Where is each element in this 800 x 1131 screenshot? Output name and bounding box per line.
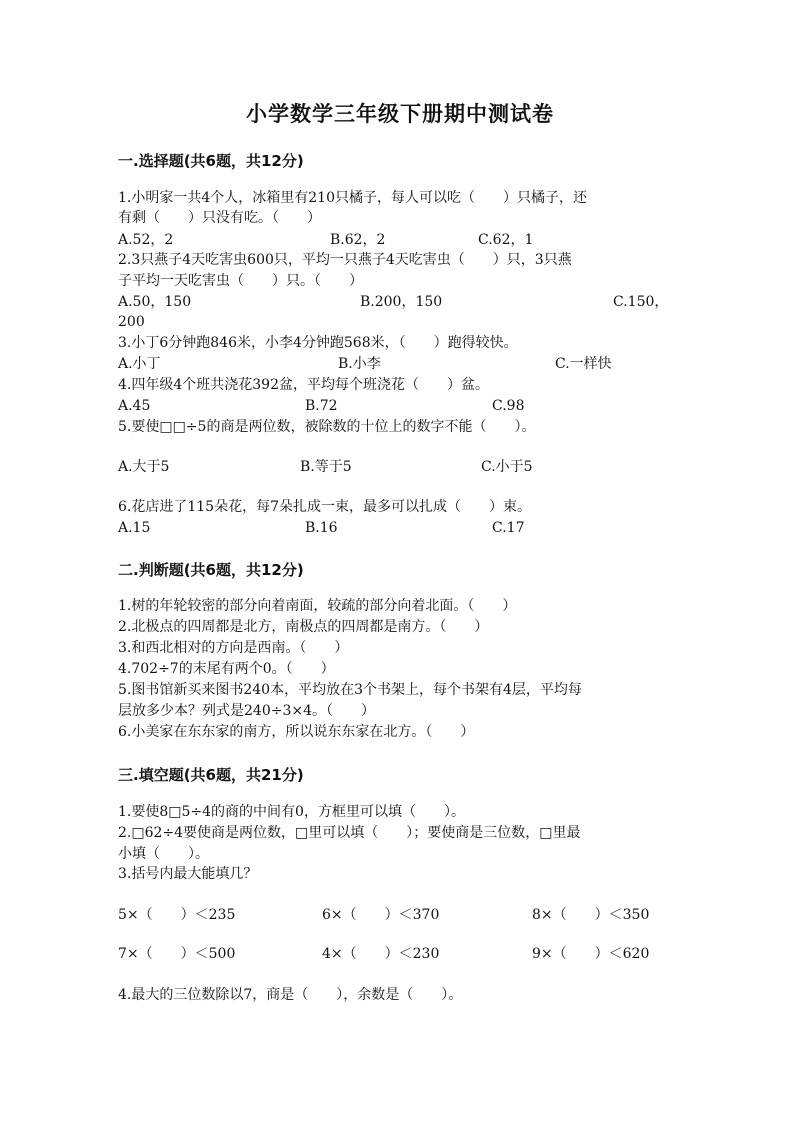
inequality-item: 7×（ ）＜500	[118, 946, 236, 962]
option-b: B.200，150	[360, 294, 443, 310]
inequality-item: 4×（ ）＜230	[322, 946, 440, 962]
question-text: 6.花店进了115朵花，每7朵扎成一束，最多可以扎成（ ）束。	[118, 499, 531, 515]
question-text: 6.小美家在东东家的南方，所以说东东家在北方。（ ）	[118, 724, 475, 740]
option-b: B.16	[305, 520, 338, 536]
question-text: 2.3只燕子4天吃害虫600只，平均一只燕子4天吃害虫（ ）只，3只燕	[118, 252, 572, 268]
question-text: 4.最大的三位数除以7，商是（ ），余数是（ ）。	[118, 987, 463, 1003]
question-text: 5.要使□□÷5的商是两位数，被除数的十位上的数字不能（ ）。	[118, 419, 536, 435]
option-c: C.62，1	[478, 232, 534, 248]
section-heading-fill: 三.填空题(共6题，共21分)	[118, 766, 304, 784]
question-text: 4.四年级4个班共浇花392盆，平均每个班浇花（ ）盆。	[118, 377, 489, 393]
option-b: B.等于5	[300, 459, 352, 475]
option-a: A.大于5	[118, 459, 170, 475]
option-b: B.72	[305, 398, 338, 414]
question-text: 层放多少本？列式是240÷3×4。（ ）	[118, 703, 375, 719]
page-title: 小学数学三年级下册期中测试卷	[246, 102, 554, 126]
section-heading-judgment: 二.判断题(共6题，共12分)	[118, 561, 304, 579]
question-text: 1.要使8□5÷4的商的中间有0，方框里可以填（ ）。	[118, 804, 465, 820]
question-text: 5.图书馆新买来图书240本，平均放在3个书架上，每个书架有4层，平均每	[118, 682, 582, 698]
option-c: C.小于5	[481, 459, 533, 475]
option-c: C.98	[492, 398, 525, 414]
inequality-item: 9×（ ）＜620	[532, 946, 650, 962]
option-b: B.62，2	[330, 232, 386, 248]
option-c: C.一样快	[555, 356, 612, 372]
option-a: A.45	[118, 398, 151, 414]
option-a: A.15	[118, 520, 151, 536]
question-text: 1.小明家一共4个人，冰箱里有210只橘子，每人可以吃（ ）只橘子，还	[118, 190, 587, 206]
question-text: 2.北极点的四周都是北方，南极点的四周都是南方。（ ）	[118, 619, 489, 635]
question-text: 3.小丁6分钟跑846米，小李4分钟跑568米，（ ）跑得较快。	[118, 335, 518, 351]
option-a: A.52，2	[118, 232, 174, 248]
option-a: A.小丁	[118, 356, 161, 372]
option-c-continued: 200	[118, 314, 145, 330]
section-heading-choice: 一.选择题(共6题，共12分)	[118, 152, 304, 170]
question-text: 4.702÷7的末尾有两个0。（ ）	[118, 661, 335, 677]
option-a: A.50，150	[118, 294, 192, 310]
question-text: 3.括号内最大能填几？	[118, 866, 258, 882]
inequality-item: 8×（ ）＜350	[532, 907, 650, 923]
inequality-item: 6×（ ）＜370	[322, 907, 440, 923]
question-text: 2.□62÷4要使商是两位数，□里可以填（ ）；要使商是三位数，□里最	[118, 825, 581, 841]
question-text: 小填（ ）。	[118, 846, 209, 862]
option-c: C.17	[492, 520, 525, 536]
question-text: 子平均一天吃害虫（ ）只。（ ）	[118, 273, 363, 289]
question-text: 3.和西北相对的方向是西南。（ ）	[118, 640, 349, 656]
option-c: C.150，	[613, 294, 669, 310]
option-b: B.小李	[338, 356, 381, 372]
question-text: 有剩（ ）只没有吃。（ ）	[118, 210, 321, 226]
question-text: 1.树的年轮较密的部分向着南面，较疏的部分向着北面。（ ）	[118, 598, 517, 614]
inequality-item: 5×（ ）＜235	[118, 907, 236, 923]
